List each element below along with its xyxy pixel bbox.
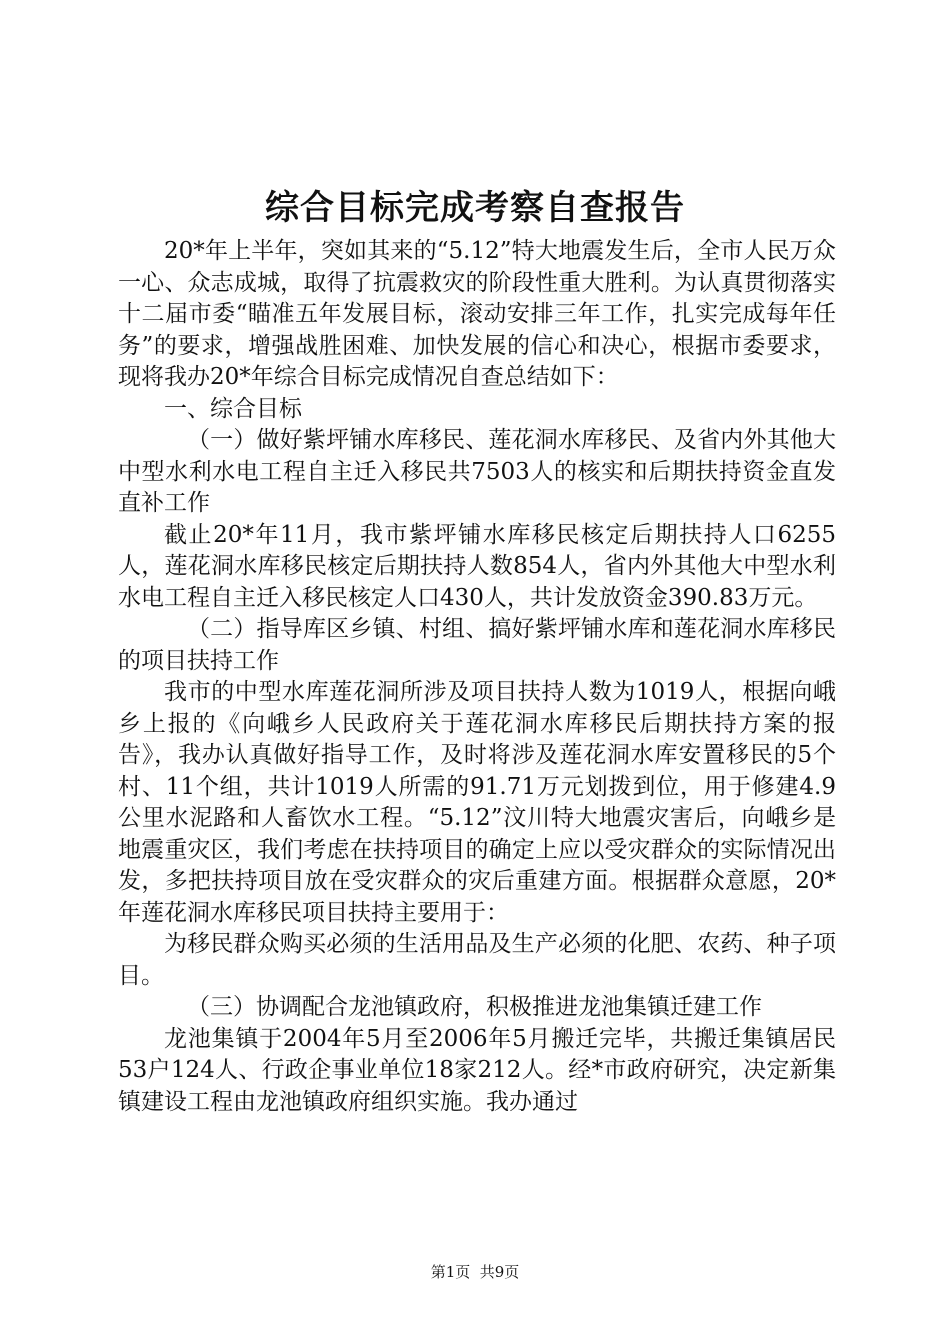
paragraph-intro: 20*年上半年，突如其来的“5.12”特大地震发生后，全市人民万众一心、众志成城，取得了抗震救灾的阶段性重大胜利。为认真贯彻落实十二届市委“瞄准五年发展目标，滚动安排三年工作，扎实完成每年任务”的要求，增强战胜困难、加快发展的信心和决心，根据市委要求，现将我办20*年综合目标完成情况自查总结如下： <box>118 238 836 390</box>
document-body <box>118 236 836 1118</box>
section-heading-1: 一、综合目标 <box>164 395 302 422</box>
paragraph-4: 龙池集镇于2004年5月至2006年5月搬迁完毕，共搬迁集镇居民53户124人、行政企事业单位18家212人。经*市政府研究，决定新集镇建设工程由龙池镇政府组织实施。我办通过 <box>118 1025 836 1115</box>
paragraph-1: 截止20*年11月，我市紫坪铺水库移民核定后期扶持人口6255人，莲花洞水库移民核定后期扶持人数854人，省内外其他大中型水利水电工程自主迁入移民核定人口430人，共计发放资金390.83万元。 <box>118 521 836 611</box>
page-number-footer: 第1页 共9页 <box>430 1263 520 1281</box>
document-title: 综合目标完成考察自查报告 <box>265 188 685 228</box>
paragraph-2: 我市的中型水库莲花洞所涉及项目扶持人数为1019人，根据向峨乡上报的《向峨乡人民政府关于莲花洞水库移民后期扶持方案的报告》，我办认真做好指导工作，及时将涉及莲花洞水库安置移民的5个村、11个组，共计1019人所需的91.71万元划拨到位，用于修建4.9公里水泥路和人畜饮水工程。“5.12”汶川特大地震灾害后，向峨乡是地震重灾区，我们考虑在扶持项目的确定上应以受灾群众的实际情况出发，多把扶持项目放在受灾群众的灾后重建方面。根据群众意愿，20*年莲花洞水库移民项目扶持主要用于： <box>118 679 836 926</box>
subsection-heading-3: （三）协调配合龙池镇政府，积极推进龙池集镇迁建工作 <box>187 994 762 1020</box>
subsection-heading-1: （一）做好紫坪铺水库移民、莲花洞水库移民、及省内外其他大中型水利水电工程自主迁入移民共7503人的核实和后期扶持资金直发直补工作 <box>118 427 836 516</box>
subsection-heading-2: （二）指导库区乡镇、村组、搞好紫坪铺水库和莲花洞水库移民的项目扶持工作 <box>118 616 836 674</box>
paragraph-3: 为移民群众购买必须的生活用品及生产必须的化肥、农药、种子项目。 <box>118 931 836 989</box>
